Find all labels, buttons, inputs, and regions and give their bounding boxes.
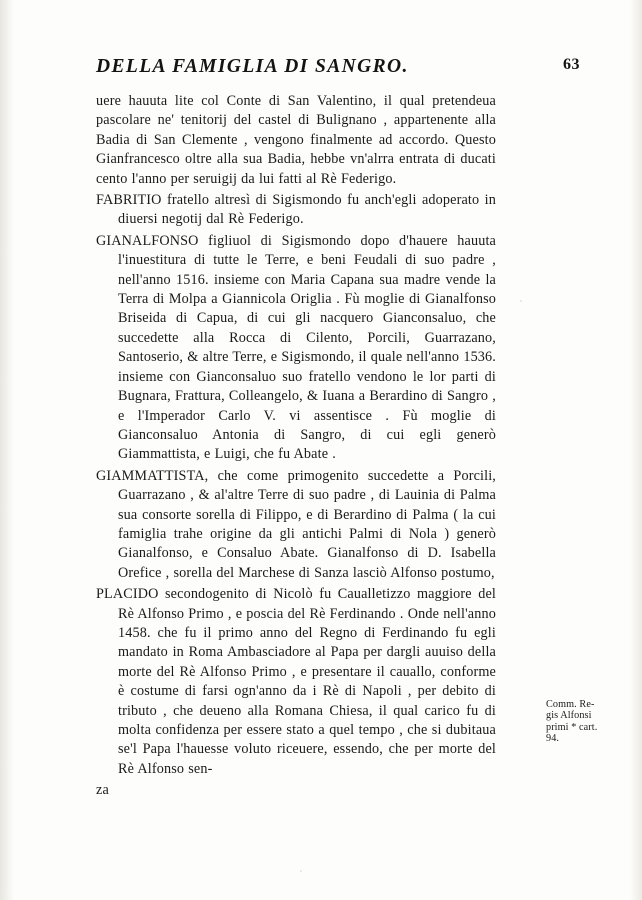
marginal-note-line: Comm. Re- — [546, 699, 595, 710]
paragraph-continuation: uere hauuta lite col Conte di San Valentino, il qual pretendeua pascolare ne' tenitorij del castel di Bulignano , appartenente alla Badia di San Clemente , vengono finalmente ad accordo. Questo Gianfrancesco oltre alla sua Badia, hebbe vn'alrra entrata di ducati cento l'anno per seruigij da lui fatti al Rè Federigo. — [96, 93, 496, 187]
ink-speck — [300, 870, 302, 872]
marginal-note — [546, 699, 624, 745]
ink-speck — [520, 300, 522, 302]
paragraph-placido: PLACIDO secondogenito di Nicolò fu Caualletizzo maggiore del Rè Alfonso Primo , e poscia del Rè Ferdinando . Onde nell'anno 1458. che fu il primo anno del Regno di Ferdinando fu egli mandato in Roma Ambasciadore al Papa per dargli auuiso della morte del Rè Alfonso Primo , e presentare il cauallo, conforme è costume di farsi ogn'anno da i Rè di Napoli , per debito di tributo , che deueno alla Romana Chiesa, il qual carico fu di molta confidenza per essere stato a quel tempo , che si dubitaua se'l Papa l'hauesse voluto riceuere, essendo, che per morte del Rè Alfonso sen- — [96, 586, 496, 777]
folio-number: 63 — [563, 56, 580, 73]
paragraph-gianalfonso: GIANALFONSO figliuol di Sigismondo dopo d'hauere hauuta l'inuestitura di tutte le Terre, e beni Feudali di suo padre , nell'anno 1516. insieme con Maria Capana sua madre vende la Terra di Molpa a Giannicola Origlia . Fù moglie di Gianalfonso Briseida di Capua, di cui gli nacquero Gianconsaluo, che succedette alla Rocca di Cilento, Porcili, Guarrazano, Santoserio, & altre Terre, e Sigismondo, il quale nell'anno 1536. insieme con Gianconsaluo suo fratello vendono le lor parti di Bugnara, Frattura, Colleangelo, & Iuana a Berardino di Sangro , e l'Imperador Carlo V. vi assentisce . Fù moglie di Gianconsaluo Antonia di Sangro, di cui egli generò Giammattista, e Luigi, che fu Abate . — [96, 232, 496, 463]
paragraph-giammattista: GIAMMATTISTA, che come primogenito succedette a Porcili, Guarrazano , & al'altre Terre di suo padre , di Lauinia di Palma sua consorte sorella di Filippo, e di Berardino di Palma ( la cui famiglia trahe origine da gli antichi Palmi di Nola ) generò Gianalfonso, e Consaluo Abate. Gianalfonso di D. Isabella Orefice , sorella del Marchese di Sanza lasciò Alfonso postumo, — [96, 467, 496, 581]
page-header — [96, 56, 602, 78]
marginal-note-line: 94. — [546, 733, 560, 745]
marginal-note-line: gis Alfonsi — [546, 710, 592, 722]
text-block — [96, 92, 496, 801]
running-title: DELLA FAMIGLIA DI SANGRO. — [96, 56, 409, 77]
marginal-note-line: primi * cart. — [546, 721, 598, 733]
paragraph-fabritio: FABRITIO fratello altresì di Sigismondo fu anch'egli adoperato in diuersi negotij dal Rè Federigo. — [96, 192, 496, 228]
catchword: za — [96, 782, 109, 799]
